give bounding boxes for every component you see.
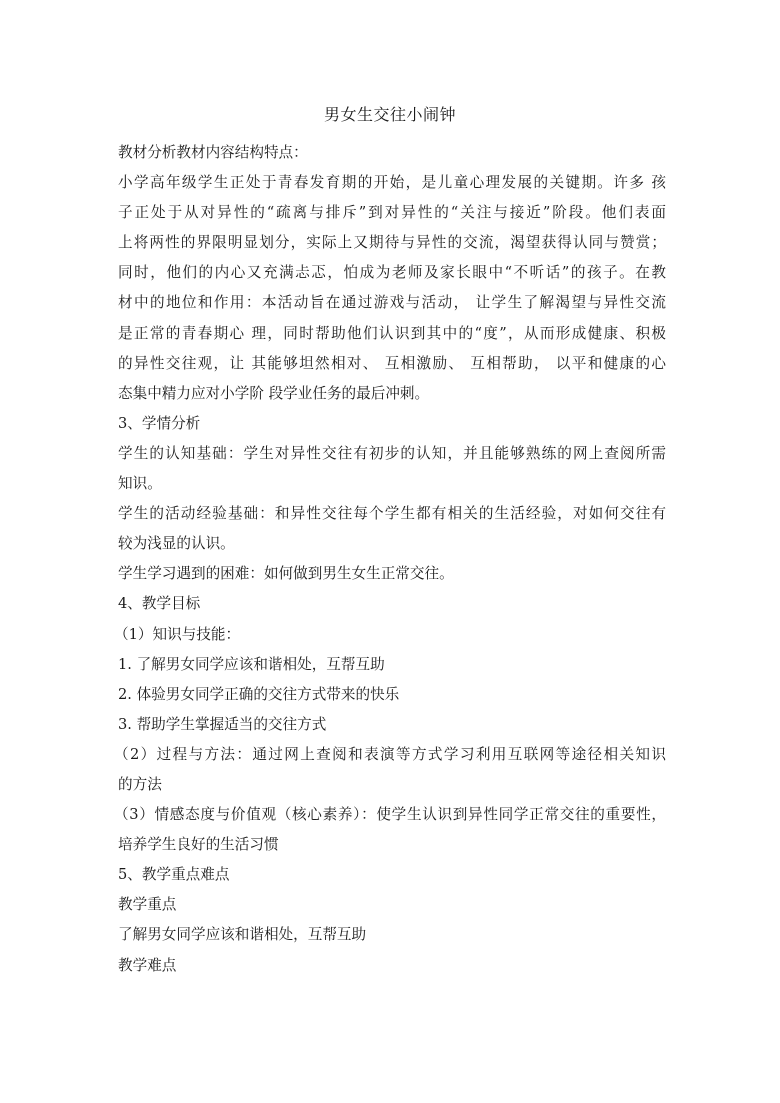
- paragraph-line: 的异性交往观，让 其能够坦然相对、 互相激励、 互相帮助， 以平和健康的心: [118, 354, 666, 372]
- paragraph-line: 培养学生良好的生活习惯: [118, 836, 279, 854]
- paragraph-line: 知识。: [118, 475, 162, 493]
- paragraph-line: 学生学习遇到的困难：如何做到男生女生正常交往。: [118, 565, 454, 583]
- paragraph-line: 同时，他们的内心又充满忐忑，怕成为老师及家长眼中“不听话”的孩子。在教: [118, 264, 666, 282]
- section-heading-key-difficult-points: 5、教学重点难点: [118, 866, 230, 884]
- paragraph-line: 学生的活动经验基础：和异性交往每个学生都有相关的生活经验，对如何交往有: [118, 505, 666, 523]
- list-item: 2. 体验男女同学正确的交往方式带来的快乐: [118, 685, 400, 703]
- subheading-difficult-points: 教学难点: [118, 956, 177, 974]
- paragraph-line: 学生的认知基础：学生对异性交往有初步的认知，并且能够熟练的网上查阅所需: [118, 444, 666, 462]
- subheading-process-method: （2）过程与方法：通过网上查阅和表演等方式学习利用互联网等途径相关知识: [114, 745, 666, 763]
- section-heading-material-analysis: 教材分析教材内容结构特点：: [118, 144, 308, 161]
- subheading-attitude-values: （3）情感态度与价值观（核心素养）：使学生认识到异性同学正常交往的重要性，: [114, 806, 666, 824]
- subheading-knowledge-skills: （1）知识与技能：: [114, 625, 241, 643]
- subheading-key-points: 教学重点: [118, 896, 177, 914]
- paragraph-line: 子正处于从对异性的“疏离与排斥”到对异性的“关注与接近”阶段。他们表面: [118, 204, 666, 222]
- paragraph-line: 的方法: [118, 775, 162, 793]
- paragraph-line: 是正常的青春期心 理，同时帮助他们认识到其中的“度”，从而形成健康、积极: [118, 324, 666, 342]
- paragraph-line: 态集中精力应对小学阶 段学业任务的最后冲刺。: [118, 384, 430, 402]
- section-heading-learning-analysis: 3、学情分析: [118, 414, 201, 432]
- paragraph-line: 小学高年级学生正处于青春发育期的开始，是儿童心理发展的关键期。许多 孩: [118, 174, 666, 192]
- list-item: 1. 了解男女同学应该和谐相处，互帮互助: [118, 655, 385, 673]
- paragraph-line: 了解男女同学应该和谐相处，互帮互助: [118, 926, 367, 944]
- paragraph-line: 材中的地位和作用：本活动旨在通过游戏与活动， 让学生了解渴望与异性交流: [118, 294, 666, 312]
- section-heading-teaching-goals: 4、教学目标: [118, 595, 201, 613]
- document-body: [114, 138, 666, 981]
- document-title: 男女生交往小闹钟: [323, 105, 456, 124]
- list-item: 3. 帮助学生掌握适当的交往方式: [118, 715, 327, 733]
- paragraph-line: 上将两性的界限明显划分，实际上又期待与异性的交流，渴望获得认同与赞赏；: [118, 234, 666, 252]
- paragraph-line: 较为浅显的认识。: [118, 535, 235, 553]
